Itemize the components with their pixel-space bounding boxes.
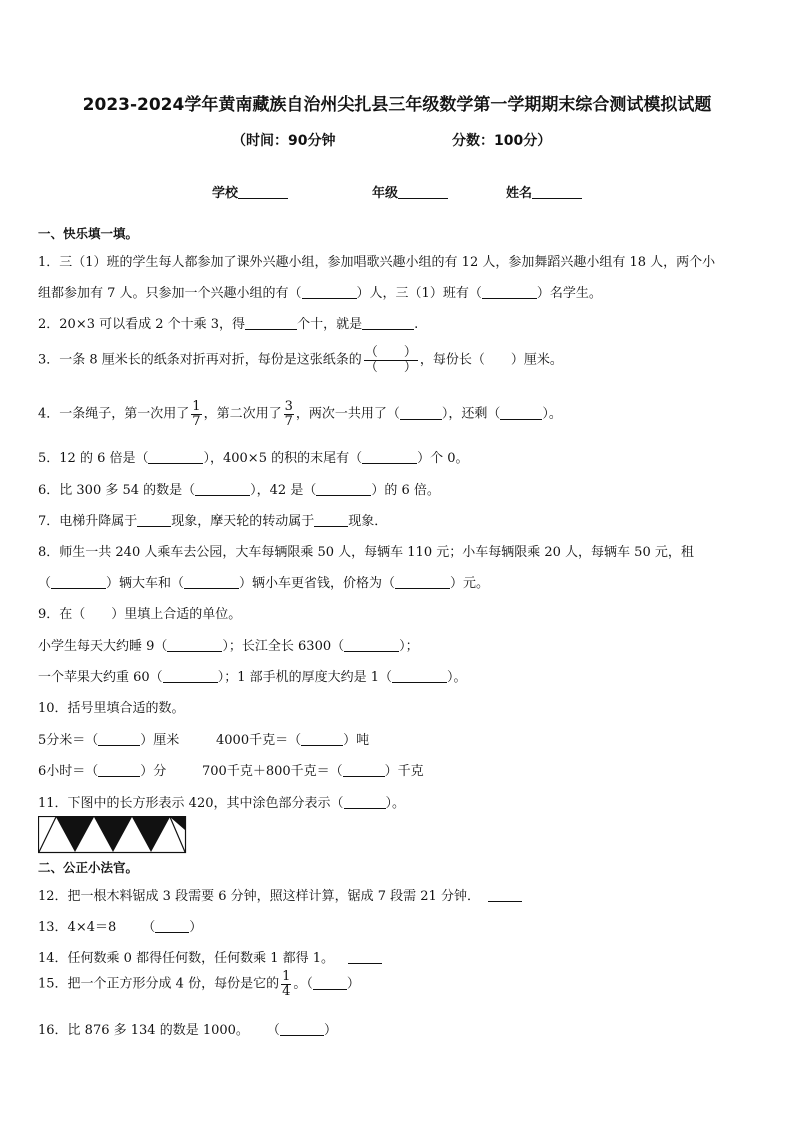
question-2: 2．20×3 可以看成 2 个十乘 3，得 个十，就是 . (38, 317, 419, 332)
exam-score: 分数：100分） (452, 133, 552, 149)
question-5: 5．12 的 6 倍是（ ），400×5 的积的末尾有（ ）个 0。 (38, 451, 469, 466)
answer-blank[interactable] (167, 638, 222, 652)
answer-blank[interactable] (51, 575, 106, 589)
question-15: 15．把一个正方形分成 4 份，每份是它的 $\frac{1}{4}$ 。（ ） (38, 969, 360, 999)
question-9-line-3: 一个苹果大约重 60（ ）；1 部手机的厚度大约是 1（ ）。 (38, 670, 467, 685)
school-label: 学校 (212, 186, 239, 201)
answer-blank[interactable] (155, 919, 189, 933)
question-4: 4．一条绳子，第一次用了 $\frac{1}{7}$ ，第二次用了 $\frac{3}{7}$ ，两次一共用了（ ），还剩（ ）。 (38, 399, 562, 429)
grade-blank[interactable] (398, 185, 448, 199)
answer-blank[interactable] (302, 285, 357, 299)
name-blank[interactable] (532, 185, 582, 199)
question-8-line-1: 8．师生一共 240 人乘车去公园，大车每辆限乘 50 人，每辆车 110 元；小车每辆限乘 20 人，每辆车 50 元，租 (38, 545, 694, 560)
answer-blank[interactable] (344, 638, 399, 652)
section-heading: 一、快乐填一填。 (38, 226, 139, 241)
answer-blank[interactable] (362, 316, 414, 330)
name-label: 姓名 (506, 186, 533, 201)
exam-time: （时间：90分钟 (232, 133, 336, 149)
name-field (506, 182, 582, 201)
answer-blank[interactable] (137, 513, 171, 527)
question-9-line-1: 9．在（ ）里填上合适的单位。 (38, 607, 242, 622)
question-10-row-1b: 4000千克＝（ ）吨 (216, 733, 370, 748)
answer-blank[interactable] (314, 513, 348, 527)
answer-blank[interactable] (280, 1022, 324, 1036)
question-11: 11．下图中的长方形表示 420，其中涂色部分表示（ ）。 (38, 796, 406, 811)
fraction: $\frac{1}{4}$ (282, 969, 291, 999)
question-14: 14．任何数乘 0 都得任何数，任何数乘 1 都得 1。 (38, 947, 382, 966)
fraction-blank[interactable]: $\frac{( )}{( )}$ (364, 345, 417, 375)
question-3: 3．一条 8 厘米长的纸条对折再对折，每份是这张纸条的 $\frac{( )}{( )}$ ，每份长（ ）厘米。 (38, 345, 563, 375)
question-9-line-2: 小学生每天大约睡 9（ ）；长江全长 6300（ ）； (38, 639, 419, 654)
question-16: 16．比 876 多 134 的数是 1000。 （ ） (38, 1023, 337, 1038)
answer-blank[interactable] (98, 763, 140, 777)
question-13: 13．4×4＝8 （ ） (38, 920, 203, 935)
answer-blank[interactable] (400, 406, 442, 420)
fraction: $\frac{1}{7}$ (192, 399, 201, 429)
answer-blank[interactable] (482, 285, 537, 299)
question-7: 7．电梯升降属于 现象，摩天轮的转动属于 现象． (38, 514, 388, 529)
question-6: 6．比 300 多 54 的数是（ ），42 是（ ）的 6 倍。 (38, 483, 440, 498)
question-12: 12．把一根木料锯成 3 段需要 6 分钟，照这样计算，锯成 7 段需 21 分钟． (38, 885, 522, 904)
shaded-rectangle-figure (38, 816, 188, 854)
answer-blank[interactable] (195, 482, 250, 496)
answer-blank[interactable] (392, 669, 447, 683)
answer-blank[interactable] (488, 888, 522, 902)
answer-blank[interactable] (98, 732, 140, 746)
question-10-line-1: 10．括号里填合适的数。 (38, 701, 185, 716)
question-10-row-2: 6小时＝（ ）分 (38, 764, 167, 779)
question-10-row-1: 5分米＝（ ）厘米 (38, 733, 180, 748)
answer-blank[interactable] (316, 482, 371, 496)
question-8-line-2: （ ）辆大车和（ ）辆小车更省钱，价格为（ ）元。 (38, 576, 490, 591)
answer-blank[interactable] (500, 406, 542, 420)
answer-blank[interactable] (362, 450, 417, 464)
grade-field (372, 182, 448, 201)
answer-blank[interactable] (148, 450, 203, 464)
page-title: 2023-2024学年黄南藏族自治州尖扎县三年级数学第一学期期末综合测试模拟试题 (82, 95, 712, 115)
school-field (212, 182, 288, 201)
question-10-row-2b: 700千克＋800千克＝（ ）千克 (202, 764, 424, 779)
grade-label: 年级 (372, 186, 399, 201)
answer-blank[interactable] (313, 976, 347, 990)
answer-blank[interactable] (301, 732, 343, 746)
section-heading: 二、公正小法官。 (38, 860, 139, 875)
answer-blank[interactable] (395, 575, 450, 589)
question-1-line-1: 1．三（1）班的学生每人都参加了课外兴趣小组，参加唱歌兴趣小组的有 12 人，参加舞蹈兴趣小组有 18 人，两个小 (38, 255, 716, 270)
answer-blank[interactable] (344, 795, 386, 809)
answer-blank[interactable] (245, 316, 297, 330)
answer-blank[interactable] (343, 763, 385, 777)
answer-blank[interactable] (163, 669, 218, 683)
fraction: $\frac{3}{7}$ (284, 399, 293, 429)
answer-blank[interactable] (184, 575, 239, 589)
question-1-line-2: 组都参加有 7 人。只参加一个兴趣小组的有（ ）人，三（1）班有（ ）名学生。 (38, 286, 602, 301)
answer-blank[interactable] (348, 950, 382, 964)
school-blank[interactable] (238, 185, 288, 199)
